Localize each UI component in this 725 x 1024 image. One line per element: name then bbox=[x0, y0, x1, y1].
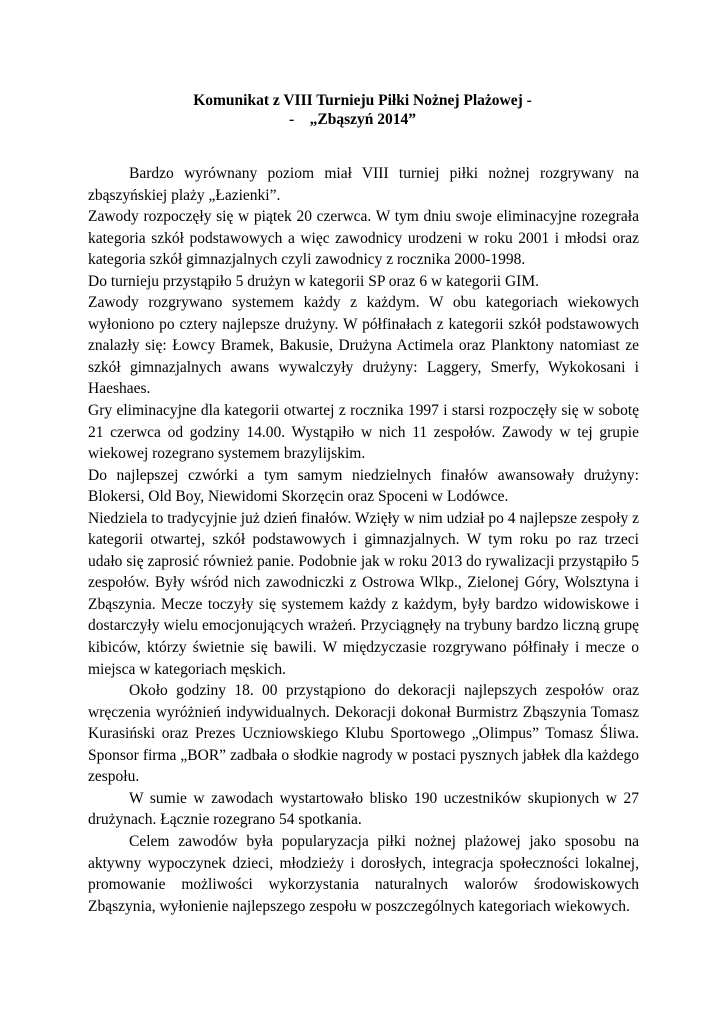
paragraph-awards: Około godziny 18. 00 przystąpiono do dekoracji najlepszych zespołów oraz wręczenia wyróżnień indywidualnych. Dekoracji dokonał Burmistrz Zbąszynia Tomasz Kurasiński oraz Prezes Uczniowskiego Klubu Sportowego „Olimpus” Tomasz Śliwa. Sponsor firma „BOR” zadbała o słodkie nagrody w postaci pysznych jabłek dla każdego zespołu. bbox=[88, 682, 639, 786]
document-title-line-1: Komunikat z VIII Turnieju Piłki Nożnej Plażowej - bbox=[193, 92, 532, 109]
paragraph-goal: Celem zawodów była popularyzacja piłki nożnej plażowej jako sposobu na aktywny wypoczynek dzieci, młodzieży i dorosłych, integracja społeczności lokalnej, promowanie możliwości wykorzystania naturalnych walorów środowiskowych Zbąszynia, wyłonienie najlepszego zespołu w poszczególnych kategoriach wiekowych. bbox=[88, 832, 639, 915]
paragraph-semifinals: Zawody rozgrywano systemem każdy z każdym. W obu kategoriach wiekowych wyłoniono po cztery najlepsze drużyny. W półfinałach z kategorii szkół podstawowych znalazły się: Łowcy Bramek, Bakusie, Drużyna Actimela oraz Planktony natomiast ze szkół gimnazjalnych awans wywalczyły drużyny: Laggery, Smerfy, Wykokosani i Haeshaes. bbox=[88, 294, 639, 398]
paragraph-sunday: Niedziela to tradycyjnie już dzień finałów. Wzięły w nim udział po 4 najlepsze zespoły z kategorii otwartej, szkół podstawowych i gimnazjalnych. W tym roku po raz trzeci udało się zaprosić również panie. Podobnie jak w roku 2013 do rywalizacji przystąpiło 5 zespołów. Były wśród nich zawodniczki z Ostrowa Wlkp., Zielonej Góry, Wolsztyna i Zbąszynia. Mecze toczyły się systemem każdy z każdym, były bardzo widowiskowe i dostarczyły wielu emocjonujących wrażeń. Przyciągnęły na trybuny bardzo liczną grupę kibiców, którzy świetnie się bawili. W międzyczasie rozgrywano półfinały i mecze o miejsca w kategoriach męskich. bbox=[88, 509, 639, 678]
paragraph-summary: W sumie w zawodach wystartowało blisko 190 uczestników skupionych w 27 drużynach. Łącznie rozegrano 54 spotkania. bbox=[88, 789, 639, 829]
document-body bbox=[88, 163, 639, 917]
document-title-line-2: - „Zbąszyń 2014” bbox=[288, 111, 417, 128]
paragraph-finalists: Do najlepszej czwórki a tym samym niedzielnych finałów awansowały drużyny: Blokersi, Old Boy, Niewidomi Skorzęcin oraz Spoceni w Lodówce. bbox=[88, 466, 639, 506]
paragraph-teams-count: Do turnieju przystąpiło 5 drużyn w kategorii SP oraz 6 w kategorii GIM. bbox=[88, 272, 539, 290]
paragraph-saturday: Gry eliminacyjne dla kategorii otwartej z rocznika 1997 i starsi rozpoczęły się w sobotę 21 czerwca od godziny 14.00. Wystąpiło w nich 11 zespołów. Zawody w tej grupie wiekowej rozegrano systemem brazylijskim. bbox=[88, 402, 639, 463]
paragraph-intro: Bardzo wyrównany poziom miał VIII turniej piłki nożnej rozgrywany na zbąszyńskiej plaży „Łazienki”. bbox=[88, 165, 639, 204]
paragraph-friday: Zawody rozpoczęły się w piątek 20 czerwca. W tym dniu swoje eliminacyjne rozegrała kategoria szkół podstawowych a więc zawodnicy urodzeni w roku 2001 i młodsi oraz kategoria szkół gimnazjalnych czyli zawodnicy z rocznika 2000-1998. bbox=[88, 208, 639, 269]
